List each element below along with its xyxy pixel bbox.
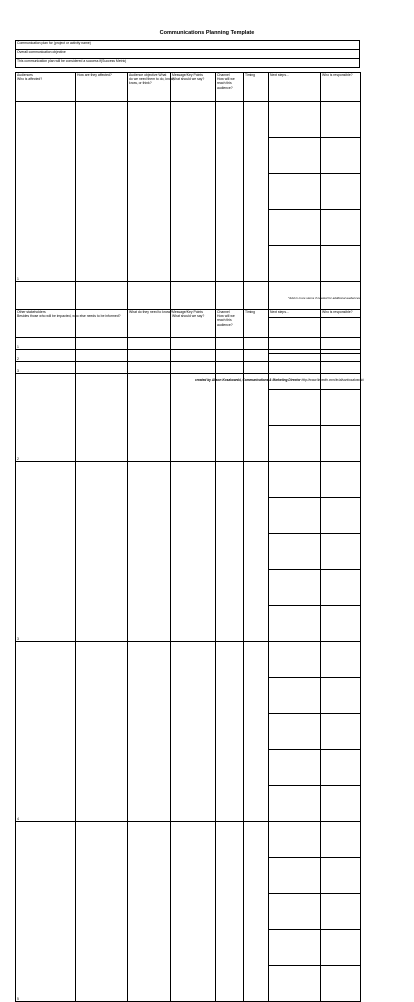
header-message: Message/Key Points What should we say? [171,73,216,102]
table-row [16,822,361,1002]
table-row [16,338,361,350]
credit-text: created by Alison Kosakowski, Communications & Marketing Director [195,378,301,382]
header-other-stakeholders: Other stakeholders Besides those who will be impacted, who else needs to be informed? [16,310,128,338]
header-responsible: Who is responsible? [321,73,361,102]
header-need-to-know: What do they need to know? [128,310,171,338]
header-audience-objective: Audience objective What do we need them to do, know, know, or think? [128,73,171,102]
header-audiences: Audiences Who is affected? [16,73,76,102]
row-number[interactable]: 1 [16,338,128,350]
stakeholders-table [15,309,361,374]
row-number[interactable]: 3 [16,462,76,642]
header-responsible: Who is responsible? [321,310,361,338]
audience-table [15,72,361,1002]
row-number[interactable]: 1 [16,102,76,282]
objective-field[interactable]: Overall communication objective [16,50,360,59]
header-channel: Channel How will we reach this audience? [216,310,244,338]
table-row [16,362,361,374]
success-metric-field[interactable]: This communication plan will be considered a success if(Success Metric) [16,59,360,68]
row-number[interactable]: 4 [16,642,76,822]
row-number[interactable]: 3 [16,362,128,374]
header-channel: Channel How will we reach this audience? [216,73,244,102]
row-number[interactable]: 2 [16,350,128,362]
table-row [16,350,361,362]
table-row [16,462,361,642]
header-message: Message/Key Points What should we say? [171,310,216,338]
table-row [16,642,361,822]
row-number[interactable]: 5 [16,822,76,1002]
header-how-affected: How are they affected? [76,73,128,102]
header-next-steps: Next steps... [269,73,321,102]
credit-link[interactable]: http://www.linkedin.com/in/alisonkosakowski [301,378,364,382]
plan-info-table [15,40,360,68]
footnote: *Add in more stems if needed for additional audiences [288,296,360,300]
plan-name-field[interactable]: Communication plan for (project or activity name) [16,41,360,50]
row-number[interactable]: 2 [16,282,76,462]
header-timing: Timing [244,310,269,338]
credit-line [195,378,364,382]
page-title: Communications Planning Template [159,30,255,36]
header-timing: Timing [244,73,269,102]
header-next-steps: Next steps... [269,310,321,338]
table-row [16,102,361,282]
